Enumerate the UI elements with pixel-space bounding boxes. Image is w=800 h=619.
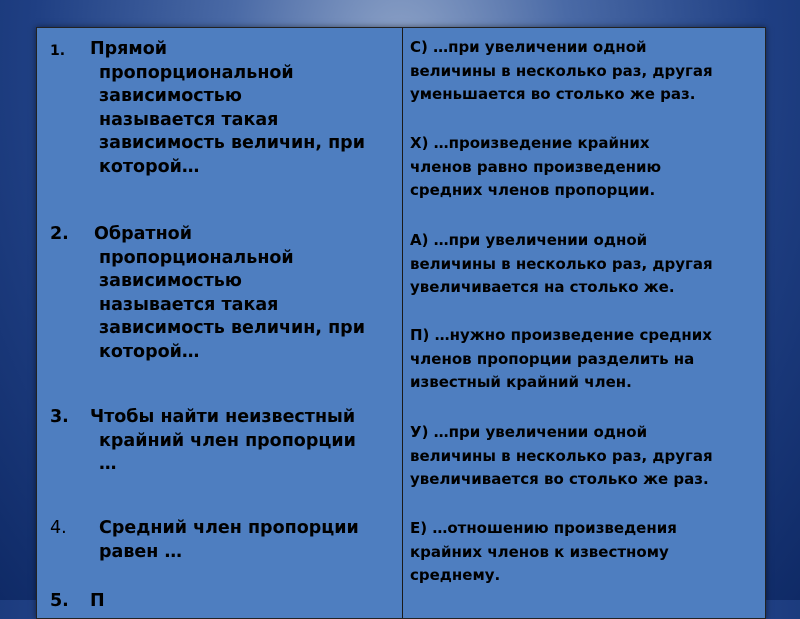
question-first-line: Чтобы найти неизвестный: [90, 407, 356, 427]
question-text: пропорциональной зависимостью называется такая зависимость величин, при которой…: [99, 62, 365, 177]
question-text: крайний член пропорции …: [99, 430, 356, 474]
answer-item: У) …при увеличении одной величины в несколько раз, другая увеличивается во столько же раз.: [410, 423, 713, 488]
question-number: 1.: [50, 43, 66, 59]
answer-item: Е) …отношению произведения крайних членов к известному среднему.: [410, 519, 677, 584]
answer-item: П) …нужно произведение средних членов пропорции разделить на известный крайний член.: [410, 326, 712, 391]
question-number: 2.: [50, 224, 69, 244]
answer-item: С) …при увеличении одной величины в несколько раз, другая уменьшается во столько же раз.: [410, 38, 713, 103]
question-first-line: Прямой: [90, 39, 167, 59]
matching-table: [36, 27, 766, 619]
question-text: пропорциональной зависимостью называется такая зависимость величин, при которой…: [99, 247, 365, 362]
question-first-line: Средний член пропорции: [99, 518, 359, 538]
question-number: 5.: [50, 591, 69, 611]
answer-item: А) …при увеличении одной величины в несколько раз, другая увеличивается на столько же.: [410, 231, 713, 296]
column-divider: [402, 28, 403, 618]
question-number: 4.: [50, 518, 67, 538]
question-number: 3.: [50, 407, 69, 427]
answer-item: Х) …произведение крайних членов равно произведению средних членов пропорции.: [410, 134, 662, 199]
question-first-line: Обратной: [94, 224, 192, 244]
question-first-line: П: [90, 591, 105, 611]
question-text: равен …: [99, 541, 182, 562]
